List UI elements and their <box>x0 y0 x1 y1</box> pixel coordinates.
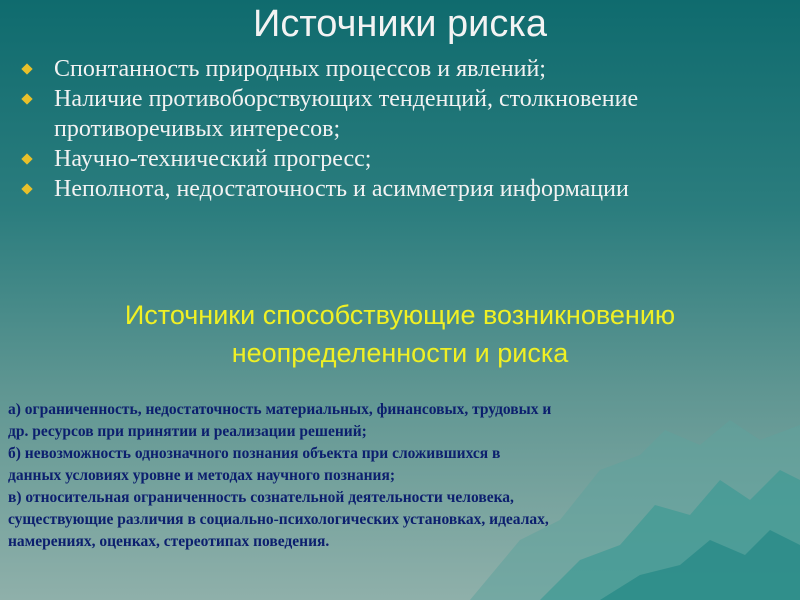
bullet-text: Наличие противоборствующих тенденций, столкновение противоречивых интересов; <box>54 86 639 142</box>
notes-line: данных условиях уровне и методах научного познания; <box>8 467 396 484</box>
diamond-bullet-icon <box>21 153 32 164</box>
notes-line: в) относительная ограниченность сознательной деятельности человека, <box>8 489 514 506</box>
bullet-item <box>18 144 788 174</box>
notes-line: б) невозможность однозначного познания объекта при сложившихся в <box>8 445 501 462</box>
subtitle-line-2: неопределенности и риска <box>231 338 569 368</box>
subtitle-line-1: Источники способствующие возникновению <box>124 300 676 330</box>
bullet-item <box>18 174 788 204</box>
slide-title: Источники риска <box>253 3 547 45</box>
bullet-text: Спонтанность природных процессов и явлений; <box>54 56 546 82</box>
diamond-bullet-icon <box>21 183 32 194</box>
notes-block <box>8 399 792 553</box>
diamond-bullet-icon <box>21 63 32 74</box>
bullet-item <box>18 84 788 144</box>
diamond-bullet-icon <box>21 93 32 104</box>
section-subtitle <box>0 296 800 372</box>
notes-line: а) ограниченность, недостаточность материальных, финансовых, трудовых и <box>8 401 552 418</box>
bullet-text: Неполнота, недостаточность и асимметрия информации <box>54 176 629 202</box>
notes-line: намерениях, оценках, стереотипах поведения. <box>8 533 330 550</box>
bullet-text: Научно-технический прогресс; <box>54 146 372 172</box>
bullet-list <box>18 54 788 204</box>
notes-line: др. ресурсов при принятии и реализации решений; <box>8 423 367 440</box>
notes-line: существующие различия в социально-психологических установках, идеалах, <box>8 511 549 528</box>
bullet-item <box>18 54 788 84</box>
